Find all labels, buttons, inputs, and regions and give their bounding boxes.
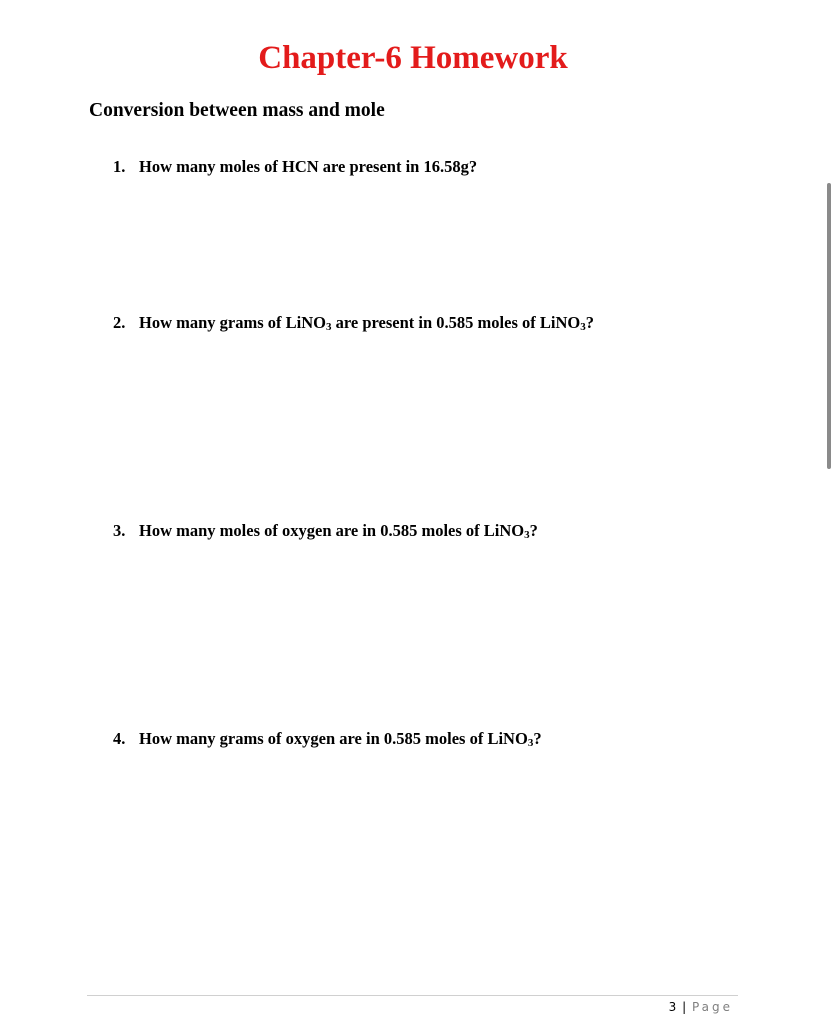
question-2 xyxy=(113,312,594,338)
question-text: ? xyxy=(529,521,538,540)
page-footer xyxy=(669,998,733,1016)
subscript: 3 xyxy=(580,321,586,333)
question-text: How many moles of oxygen are in 0.585 moles of LiNO xyxy=(139,521,525,540)
subscript: 3 xyxy=(527,737,534,749)
vertical-scrollbar[interactable] xyxy=(827,183,831,469)
question-1 xyxy=(113,156,477,178)
question-text: ? xyxy=(533,729,542,748)
question-4 xyxy=(113,728,542,754)
footer-separator: | xyxy=(682,1000,687,1014)
question-number: 2. xyxy=(113,313,126,332)
question-number: 4. xyxy=(113,729,126,748)
question-number: 1. xyxy=(113,157,126,176)
question-text: How many moles of HCN are present in 16.58g? xyxy=(139,157,478,176)
subscript: 3 xyxy=(524,529,530,541)
question-text: How many grams of oxygen are in 0.585 moles of LiNO xyxy=(139,729,528,748)
footer-divider xyxy=(87,995,738,996)
question-text: How many grams of LiNO xyxy=(139,313,326,332)
question-number: 3. xyxy=(113,521,126,540)
question-text: ? xyxy=(585,313,594,332)
page-label: Page xyxy=(691,1000,733,1014)
question-3 xyxy=(113,520,538,546)
question-text: are present in 0.585 moles of LiNO xyxy=(331,313,581,332)
section-heading: Conversion between mass and mole xyxy=(89,100,385,121)
page-title: Chapter-6 Homework xyxy=(258,40,568,76)
subscript: 3 xyxy=(326,321,332,333)
page-number: 3 xyxy=(668,1000,677,1014)
